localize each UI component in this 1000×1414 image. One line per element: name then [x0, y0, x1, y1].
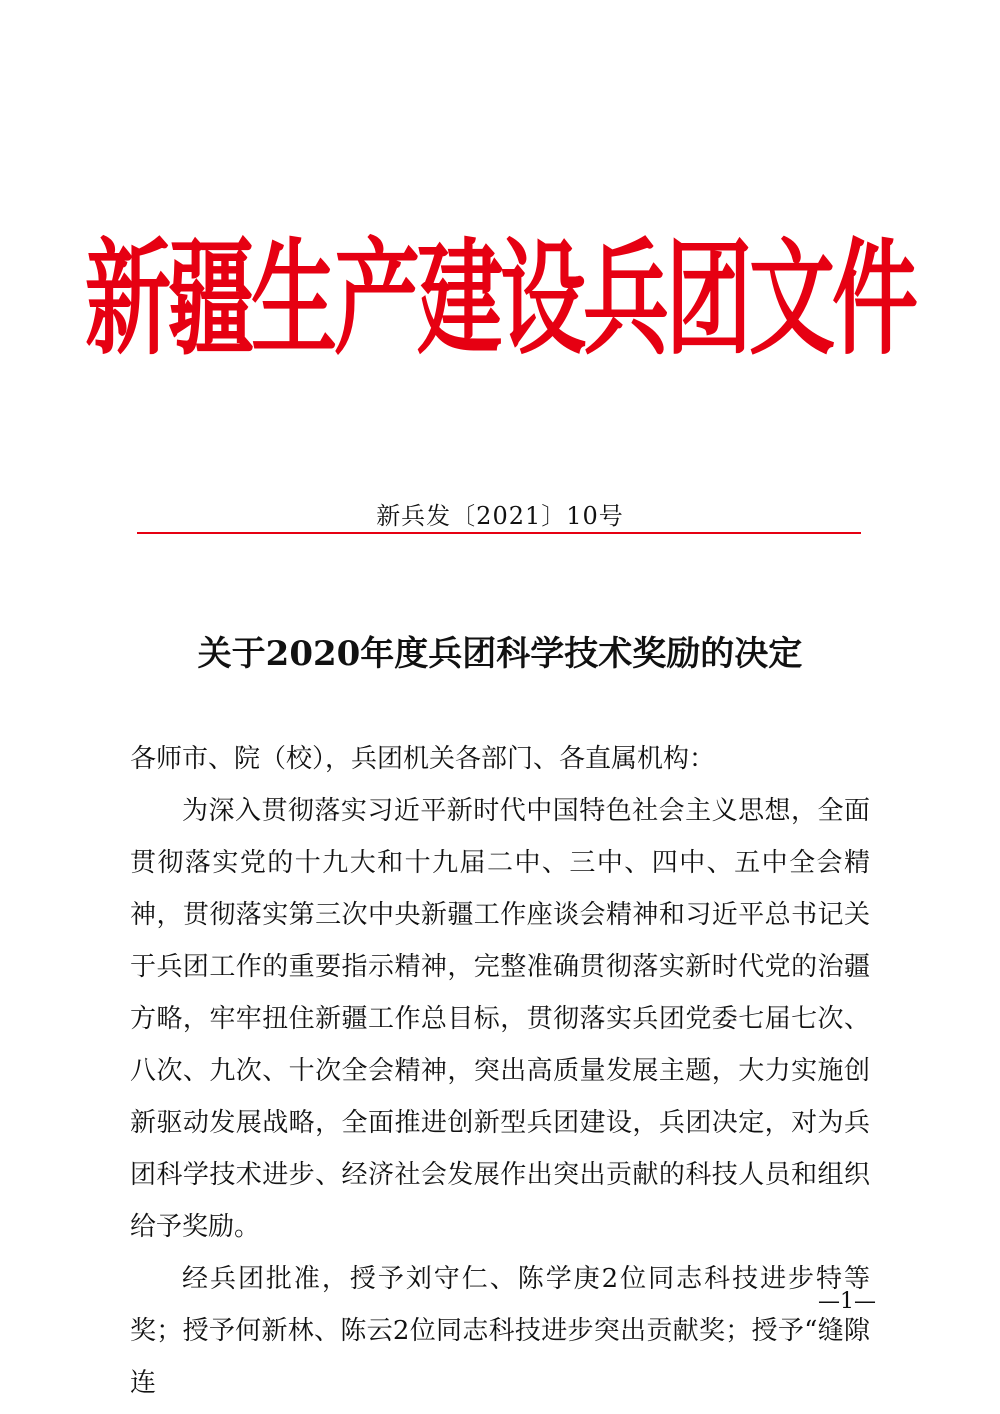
document-masthead: 新疆生产建设兵团文件 — [85, 226, 915, 373]
salutation: 各师市、院（校），兵团机关各部门、各直属机构： — [130, 744, 716, 774]
document-title: 关于2020年度兵团科学技术奖励的决定 — [197, 634, 803, 674]
page-number: —1— — [818, 1289, 876, 1314]
document-number: 新兵发〔2021〕10号 — [376, 502, 624, 530]
red-divider-line — [137, 532, 861, 534]
document-body — [130, 733, 870, 1409]
body-paragraph: 经兵团批准，授予刘守仁、陈学庚2位同志科技进步特等奖；授予何新林、陈云2位同志科技进步突出贡献奖；授予“缝隙连 — [130, 1264, 870, 1398]
body-paragraph: 为深入贯彻落实习近平新时代中国特色社会主义思想，全面贯彻落实党的十九大和十九届二中、三中、四中、五中全会精神，贯彻落实第三次中央新疆工作座谈会精神和习近平总书记关于兵团工作的重要指示精神，完整准确贯彻落实新时代党的治疆方略，牢牢扭住新疆工作总目标，贯彻落实兵团党委七届七次、八次、九次、十次全会精神，突出高质量发展主题，大力实施创新驱动发展战略，全面推进创新型兵团建设，兵团决定，对为兵团科学技术进步、经济社会发展作出突出贡献的科技人员和组织给予奖励。 — [130, 796, 870, 1242]
